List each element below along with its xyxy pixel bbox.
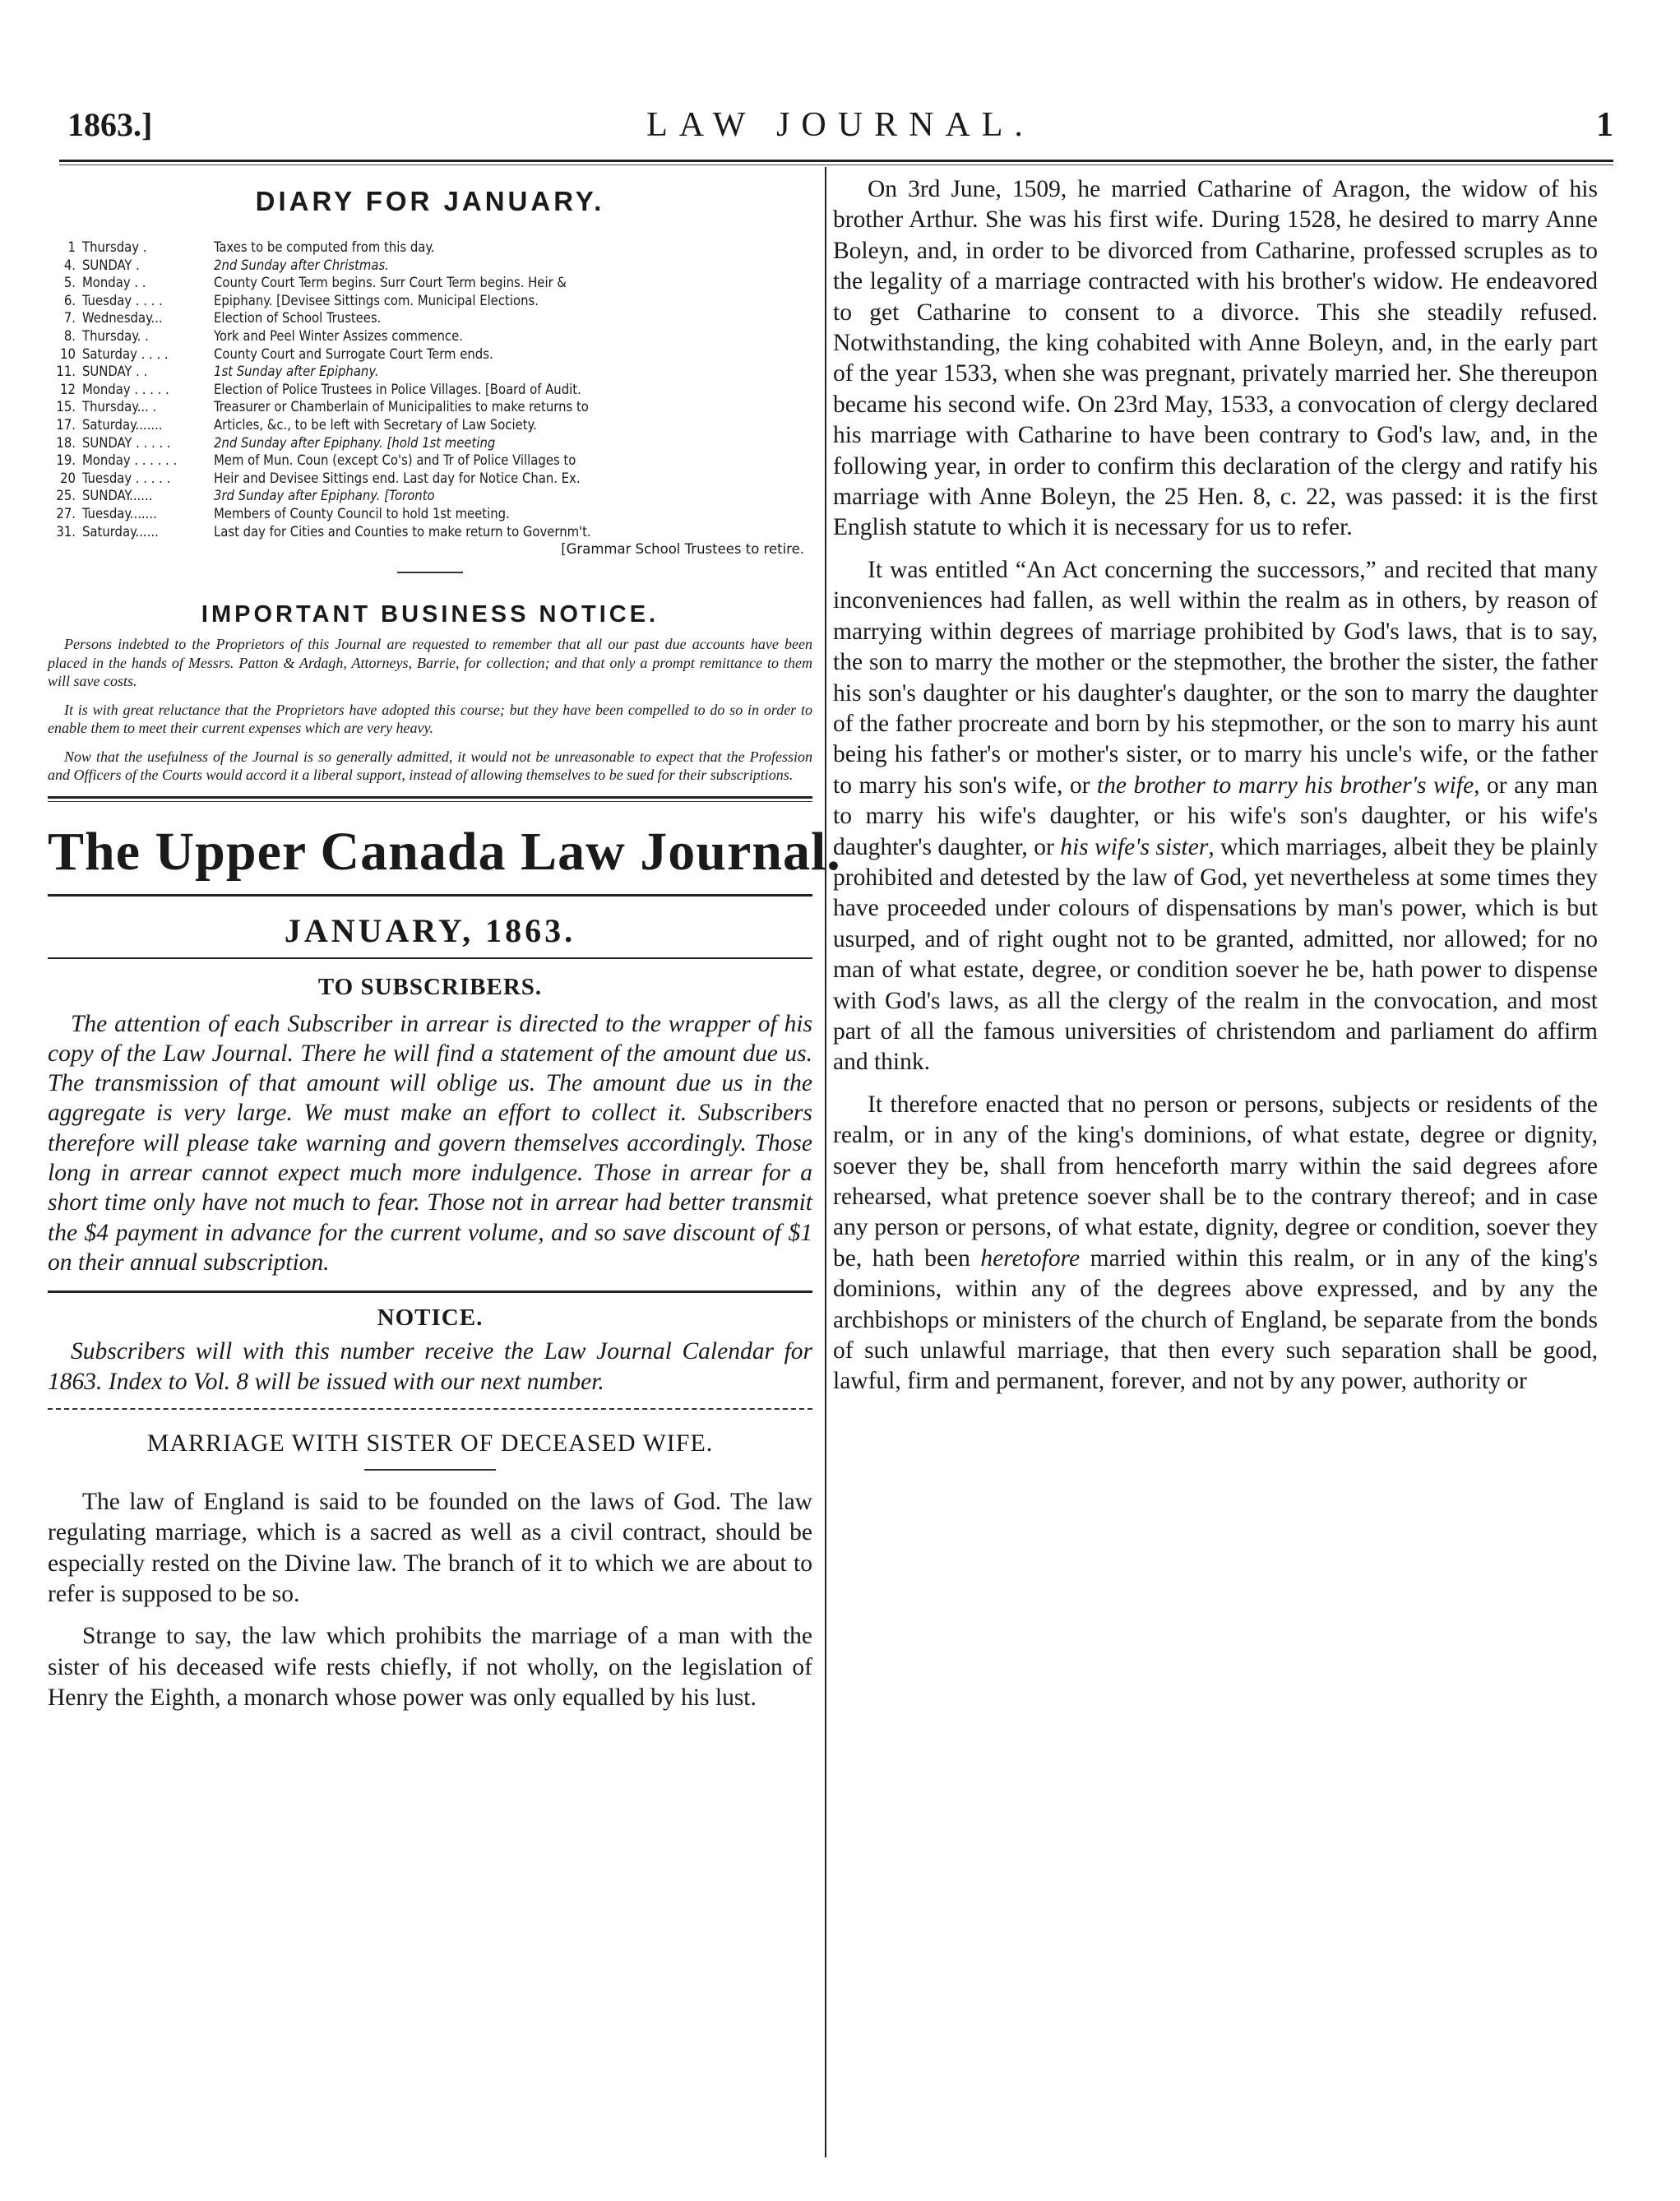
diary-date: 7. [63, 310, 76, 327]
diary-entry [48, 381, 812, 399]
diary-event: Heir and Devisee Sittings end. Last day for Notice Chan. Ex. [214, 470, 581, 486]
divider [397, 572, 463, 573]
diary-weekday: Tuesday....... [82, 505, 157, 521]
diary-event: County Court and Surrogate Court Term ends. [214, 345, 493, 362]
diary-weekday: SUNDAY . . [82, 364, 148, 380]
diary-entry [48, 487, 812, 505]
diary-weekday: Monday . . [82, 275, 146, 291]
text-run: , which marriages, albeit they be plainly prohibited and detested by the law of God, yet nevertheless at some times they have proceeded under colours of dispensations by man's power, which is but usurped, and of right ought not to be granted, admitted, nor allowed; for no man of what estate, degree, or condition soever he be, hath power to dispense with God's laws, as all the clergy of the realm in the convocation, and most part of all the famous universities of christendom and parliament do affirm and think. [833, 833, 1598, 1076]
italic-run: the brother to marry his brother's wife [1096, 772, 1474, 799]
diary-date: 6. [63, 292, 76, 308]
section-rule [48, 1408, 812, 1410]
italic-run: his wife's sister [1060, 833, 1209, 860]
diary-date: 11. [56, 364, 76, 380]
diary-weekday: Saturday...... [82, 523, 159, 540]
diary-weekday: Monday . . . . . [82, 381, 169, 397]
diary-date: 20 [60, 470, 76, 486]
diary-event: 1st Sunday after Epiphany. [214, 364, 379, 380]
header-journal-title: LAW JOURNAL. [646, 106, 1034, 144]
column-divider [825, 167, 826, 2157]
diary-weekday: Thursday . [82, 239, 147, 255]
diary-event: Mem of Mun. Coun (except Co's) and Tr of Police Villages to [214, 452, 576, 469]
diary-event: Articles, &c., to be left with Secretary of Law Society. [214, 416, 537, 433]
diary-entry [48, 523, 812, 541]
running-header [67, 105, 1613, 155]
article-left-text [48, 1487, 812, 1714]
diary-date: 12 [60, 381, 76, 397]
text-run: It was entitled “An Act concerning the successors,” and recited that many inconveniences had fallen, as well within the realm as in others, by reason of marrying within degrees of marriage prohibited by God's laws, that is to say, the son to marry the mother or the stepmother, the brother the sister, the father his son's daughter or his daughter's daughter, or the son to marry the daughter of the father procreate and born by his stepmother, or the son to marry his aunt being his father's or mother's sister, or to marry his uncle's wife, or the father to marry his son's wife, or [833, 556, 1598, 799]
diary-date: 5. [63, 275, 76, 291]
diary-entry [48, 505, 812, 523]
diary-date: 25. [56, 488, 76, 504]
diary-event: 2nd Sunday after Christmas. [214, 257, 389, 273]
diary-weekday: Monday . . . . . . [82, 452, 178, 469]
diary-entry [48, 239, 812, 257]
header-rule [59, 160, 1613, 162]
section-rule [48, 796, 812, 799]
issue-date-rule [48, 957, 812, 959]
diary-entry [48, 327, 812, 345]
diary-weekday: Saturday . . . . [82, 345, 169, 362]
subscribers-text: The attention of each Subscriber in arrear is directed to the wrapper of his copy of the Law Journal. There he will find a statement of the amount due us. The transmission of that amount will oblige us. The amount due us in the aggregate is very large. We must make an effort to collect it. Subscribers therefore will please take warning and govern themselves accordingly. Those long in arrear cannot expect much more indulgence. Those in arrear for a short time only have not much to fear. Those not in arrear had better transmit the $4 payment in advance for the current volume, and so save discount of $1 on their annual subscription. [48, 1010, 812, 1276]
diary-date: 10 [60, 345, 76, 362]
business-notice-paragraph: It is with great reluctance that the Proprietors have adopted this course; but they have been compelled to do so in order to enable them to meet their current expenses which are very heavy. [48, 701, 812, 737]
diary-entry [48, 309, 812, 327]
diary-entry [48, 398, 812, 416]
business-notice-body [48, 635, 812, 785]
business-notice-title: IMPORTANT BUSINESS NOTICE. [201, 601, 660, 628]
diary-event: Epiphany. [Devisee Sittings com. Municipal Elections. [214, 292, 539, 308]
text-run: married within this realm, or in any of the king's dominions, within any of the degrees above expressed, and by any the archbishops or ministers of the church of England, be separate from the bonds of such unlawful marriage, that then every such separation shall be good, lawful, firm and permanent, forever, and not by any power, authority or [833, 1244, 1598, 1395]
diary-event: 3rd Sunday after Epiphany. [Toronto [214, 488, 435, 504]
masthead-rule [48, 894, 812, 897]
diary-entry [48, 257, 812, 275]
diary-weekday: Tuesday . . . . [82, 292, 163, 308]
diary-weekday: Thursday. . [82, 327, 149, 344]
diary-date: 4. [63, 257, 76, 273]
notice-title: NOTICE. [377, 1304, 484, 1332]
diary-weekday: Tuesday . . . . . [82, 470, 171, 486]
diary-list [48, 239, 812, 540]
diary-tail: [Grammar School Trustees to retire. [561, 541, 804, 558]
right-column [833, 174, 1598, 1397]
diary-entry [48, 345, 812, 364]
page-number: 1 [1596, 106, 1613, 144]
left-column [48, 169, 841, 1714]
article-paragraph: On 3rd June, 1509, he married Catharine of Aragon, the widow of his brother Arthur. She was his first wife. During 1528, he desired to marry Anne Boleyn, and, in order to be divorced from Catharine, professed scruples as to the legality of a marriage contracted with his brother's widow. He endeavored to get Catharine to consent to a divorce. This she steadily refused. Notwithstanding, the king cohabited with Anne Boleyn, and, in the early part of the year 1533, when she was pregnant, privately married her. She thereupon became his second wife. On 23rd May, 1533, a convocation of clergy declared his marriage with Catharine to have been contrary to God's law, and, in the following year, in order to confirm this declaration of the clergy and ratify his marriage with Anne Boleyn, the 25 Hen. 8, c. 22, was passed: it is the first English statute to which it is necessary for us to refer. [833, 176, 1598, 541]
diary-weekday: Saturday....... [82, 416, 163, 433]
subscribers-title: TO SUBSCRIBERS. [317, 973, 543, 1000]
header-year: 1863.] [67, 106, 153, 143]
diary-entry [48, 470, 812, 488]
issue-date: JANUARY, 1863. [284, 911, 576, 949]
diary-event: Taxes to be computed from this day. [214, 239, 435, 255]
diary-event: Election of School Trustees. [214, 310, 382, 327]
diary-entry [48, 292, 812, 310]
diary-entry [48, 452, 812, 470]
diary-entry [48, 434, 812, 452]
diary-entry [48, 363, 812, 381]
diary-date: 31. [56, 523, 76, 540]
diary-title: DIARY FOR JANUARY. [255, 186, 605, 216]
business-notice-paragraph: Now that the usefulness of the Journal is so generally admitted, it would not be unreasonable to expect that the Profession and Officers of the Courts would accord it a liberal support, instead of allowing themselves to be sued for their subscriptions. [48, 748, 812, 784]
article-title: MARRIAGE WITH SISTER OF DECEASED WIFE. [146, 1429, 714, 1457]
text-run: It therefore enacted that no person or persons, subjects or residents of the realm, or in any of the king's dominions, of what estate, degree or dignity, soever they be, shall from henceforth marry within the said degrees afore rehearsed, what pretence soever shall be to the contrary thereof; and in case any person or persons, of what estate, dignity, degree or condition, soever they be, hath been [833, 1091, 1598, 1272]
diary-date: 15. [56, 399, 76, 415]
diary-event: County Court Term begins. Surr Court Term begins. Heir & [214, 275, 567, 291]
diary-date: 27. [56, 505, 76, 521]
diary-event: Last day for Cities and Counties to make return to Governm't. [214, 523, 591, 540]
article-paragraph: Strange to say, the law which prohibits the marriage of a man with the sister of his deceased wife rests chiefly, if not wholly, on the legislation of Henry the Eighth, a monarch whose power was only equalled by his lust. [48, 1623, 812, 1712]
diary-event: 2nd Sunday after Epiphany. [hold 1st meeting [214, 434, 496, 451]
diary-event: Election of Police Trustees in Police Villages. [Board of Audit. [214, 381, 581, 397]
diary-event: Treasurer or Chamberlain of Municipalities to make returns to [214, 399, 589, 415]
diary-date: 18. [56, 434, 76, 451]
diary-weekday: Wednesday... [82, 310, 163, 327]
diary-event: Members of County Council to hold 1st meeting. [214, 505, 510, 521]
diary-date: 17. [56, 416, 76, 433]
article-title-rule [364, 1469, 496, 1471]
diary-date: 19. [56, 452, 76, 469]
article-paragraph: The law of England is said to be founded on the laws of God. The law regulating marriage, which is a sacred as well as a civil contract, should be especially rested on the Divine law. The branch of it to which we are about to refer is supposed to be so. [48, 1488, 812, 1608]
section-rule [48, 1290, 812, 1293]
diary-entry [48, 274, 812, 292]
article-paragraph [833, 555, 1598, 1078]
masthead-title: The Upper Canada Law Journal. [48, 821, 841, 882]
article-right-text [833, 174, 1598, 1397]
diary-weekday: SUNDAY . . . . . [82, 434, 171, 451]
section-rule-thin [48, 801, 812, 802]
diary-entry [48, 416, 812, 434]
diary-date: 1 [67, 239, 76, 255]
diary-weekday: SUNDAY...... [82, 488, 153, 504]
diary-weekday: SUNDAY . [82, 257, 140, 273]
notice-text: Subscribers will with this number receive the Law Journal Calendar for 1863. Index to Vol. 8 will be issued with our next number. [48, 1338, 812, 1395]
diary-date: 8. [63, 327, 76, 344]
diary-event: York and Peel Winter Assizes commence. [214, 327, 463, 344]
italic-run: heretofore [980, 1244, 1081, 1272]
article-paragraph [833, 1090, 1598, 1397]
diary-weekday: Thursday... . [82, 399, 157, 415]
header-rule-thin [59, 164, 1613, 165]
text-run: , or any man to marry his wife's daughter, or his wife's son's daughter, or his wife's daughter's daughter, or [833, 772, 1598, 860]
business-notice-paragraph: Persons indebted to the Proprietors of this Journal are requested to remember that all our past due accounts have been placed in the hands of Messrs. Patton & Ardagh, Attorneys, Barrie, for collection; and that only a prompt remittance to them will save costs. [48, 636, 812, 690]
